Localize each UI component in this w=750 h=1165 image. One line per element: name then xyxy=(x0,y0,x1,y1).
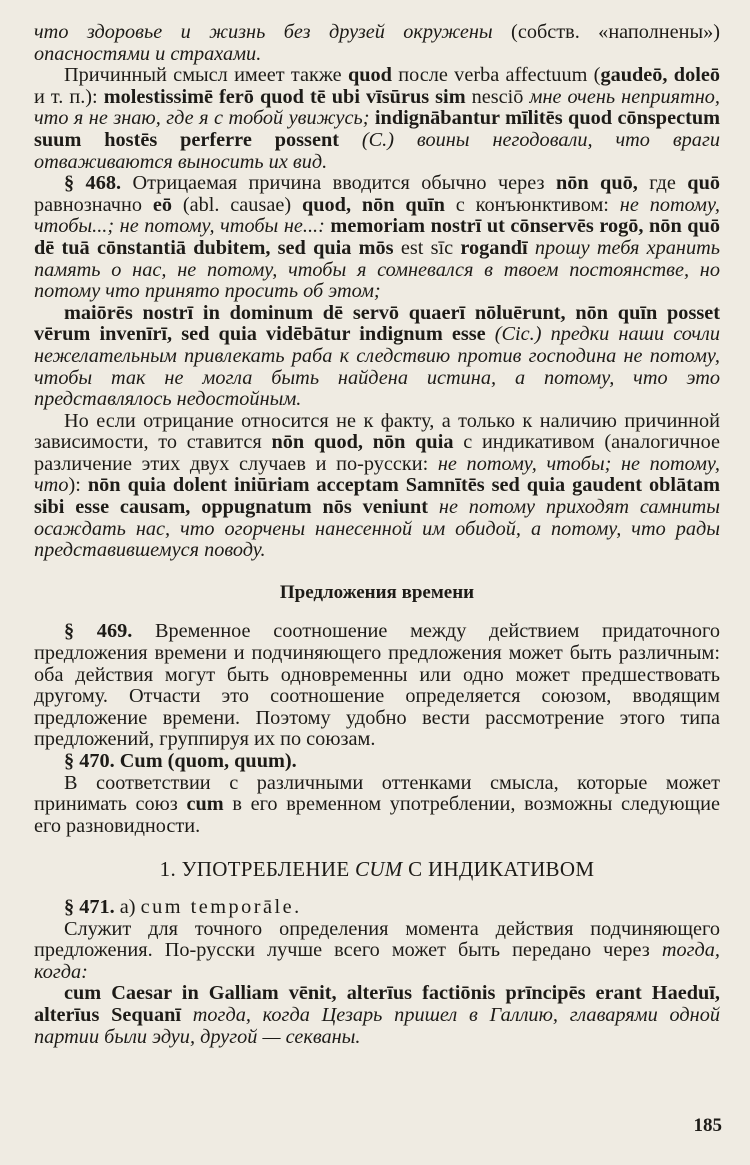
text-run: после verba affectuum ( xyxy=(391,64,601,87)
bold-run: nōn quia dolent iniūriam acceptam Samnītēs sed quia gaudent oblātam sibi esse causam, oppugnatum nōs veniunt xyxy=(34,474,721,519)
text-run: равнозначно xyxy=(34,193,153,216)
text-run: где xyxy=(637,172,688,195)
bold-run: quod xyxy=(347,64,392,87)
italic-run: опасностями и страхами. xyxy=(34,42,262,65)
chapter-heading-after: С ИНДИКАТИВОМ xyxy=(402,857,595,882)
italic-run: тогда, когда Цезарь пришел в Галлию, главарями одной партии были эдуи, другой — секваны. xyxy=(34,1003,720,1048)
bold-run: maiōrēs nostrī in dominum dē servō quaerī nōluērunt, nōn quīn posset vērum invenīrī, sed quia vidēbātur indignum esse xyxy=(34,301,720,346)
paragraph xyxy=(34,303,720,411)
bold-run: nōn quod, nōn quia xyxy=(271,431,454,454)
bold-run: quō xyxy=(687,172,720,195)
bold-run: § 468. xyxy=(64,172,122,195)
paragraphs-cum xyxy=(34,897,720,1048)
bold-run: cum Caesar in Galliam vēnit, alterīus factiōnis prīncipēs erant Haeduī, alterīus Sequanī xyxy=(34,982,720,1026)
text-run: а) xyxy=(114,895,141,918)
text-run: Временное соотношение между действием придаточного предложения времени и подчиняющего предложения может быть различным: оба действия могут быть одновременны или одно может предшествовать другому. Отчасти это соотношение определяется союзом, вводящим предложение времени. Поэтому удобно вести рассмотрение этого типа предложений, группируя их по союзам. xyxy=(34,620,720,751)
chapter-heading-before: 1. УПОТРЕБЛЕНИЕ xyxy=(159,857,356,882)
bold-run: quod, nōn quīn xyxy=(301,193,445,216)
italic-run: (C.) xyxy=(338,128,417,151)
paragraph xyxy=(34,22,720,65)
text-run: Служит для точного определения момента действия подчиняющего предложения. По-русски лучше всего может быть передано через xyxy=(34,917,720,962)
bold-run: cum xyxy=(186,793,224,816)
italic-run: мне очень неприятно, что я не знаю, где я с тобой увижусь; xyxy=(34,85,721,130)
paragraph xyxy=(34,983,720,1048)
text-run: и т. п.): xyxy=(34,85,104,108)
paragraphs-causal xyxy=(34,22,720,562)
bold-run: indignābantur mīlitēs quod cōnspectum suum hostēs perferre possent xyxy=(34,107,720,151)
bold-run: molestissimē ferō quod tē ubi vīsūrus sim xyxy=(103,85,466,108)
bold-run: rogandī xyxy=(460,236,528,259)
chapter-heading-cum: CUM xyxy=(355,857,403,882)
italic-run: что здоровье и жизнь без друзей окружены xyxy=(34,21,493,43)
paragraph xyxy=(34,773,720,838)
text-run: с индикативом (аналогичное различение этих двух случаев и по-русски: xyxy=(34,431,720,475)
page-number: 185 xyxy=(693,1115,722,1136)
italic-run: воины негодовали, что враги отваживаются выносить их вид. xyxy=(34,128,720,173)
text-run: Причинный смысл имеет также xyxy=(64,64,348,87)
body-text xyxy=(34,22,720,1048)
text-run: Отрицаемая причина вводится обычно через xyxy=(121,172,556,195)
text-run: с конъюнктивом: xyxy=(444,193,620,216)
paragraph xyxy=(34,173,720,303)
paragraph xyxy=(34,897,720,919)
bold-run: gaudeō, doleō xyxy=(600,64,720,87)
italic-run: тогда, когда: xyxy=(34,939,720,983)
bold-run: eō xyxy=(152,193,172,216)
text-run: Но если отрицание относится не к факту, а только к наличию причинной зависимости, то ставится xyxy=(34,409,720,454)
italic-run: не потому приходят самниты осаждать нас, что огорчены нанесенной им обидой, а потому, что рады представившемуся поводу. xyxy=(34,496,721,562)
italic-run: не потому, чтобы; не потому, что xyxy=(34,452,720,497)
paragraph xyxy=(34,621,720,751)
bold-run: § 471. xyxy=(64,895,115,918)
spaced-run: cum temporāle. xyxy=(140,895,302,918)
text-run: (собств. «наполнены») xyxy=(492,21,720,43)
text-run: nesciō xyxy=(465,85,530,108)
paragraph xyxy=(34,65,720,173)
paragraphs-time xyxy=(34,621,720,837)
bold-run: § 469. xyxy=(64,620,133,643)
paragraph xyxy=(34,411,720,562)
paragraph xyxy=(34,919,720,984)
italic-run: предки наши сочли нежелательным привлекать раба к следствию против господина не потому, чтобы так не могла быть найдена истина, а потому, что это представлялось недостойным. xyxy=(34,323,720,411)
bold-run: nōn quō, xyxy=(555,172,638,195)
chapter-heading-cum-indicative xyxy=(34,859,720,881)
text-run: В соответствии с различными оттенками смысла, которые может принимать союз xyxy=(34,771,720,816)
text-run: (abl. causae) xyxy=(171,193,302,216)
italic-run: не потому, чтобы...; не потому, чтобы не...: xyxy=(34,193,721,238)
italic-run: (Cic.) xyxy=(485,323,551,346)
bold-run: § 470. Cum (quom, quum). xyxy=(64,750,297,772)
text-run: в его временном употреблении, возможны следующие его разновидности. xyxy=(34,793,720,837)
italic-run: прошу тебя хранить память о нас, не потому, чтобы я сомневался в твоем постоянстве, но потому что принято просить об этом; xyxy=(34,236,720,303)
bold-run: memoriam nostrī ut cōnservēs rogō, nōn quō dē tuā cōnstantiā dubitem, sed quia mōs xyxy=(34,215,720,259)
paragraph xyxy=(34,751,720,773)
text-run: ): xyxy=(68,474,88,497)
section-heading-time-clauses: Предложения времени xyxy=(279,581,475,603)
text-run: est sīc xyxy=(393,236,461,259)
